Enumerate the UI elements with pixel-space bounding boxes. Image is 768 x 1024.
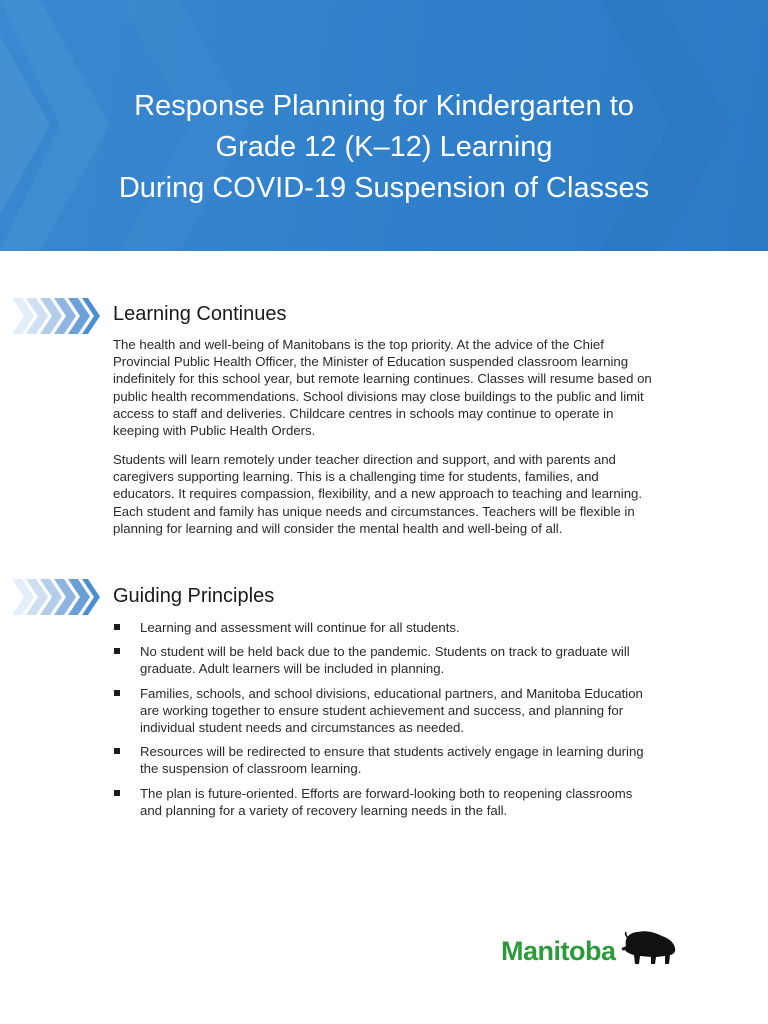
page-title-line-1: Response Planning for Kindergarten to bbox=[134, 90, 634, 122]
manitoba-logo-text: Manitoba bbox=[501, 936, 616, 966]
list-item bbox=[113, 685, 653, 737]
list-item-text: The plan is future-oriented. Efforts are forward-looking both to reopening classrooms and planning for a variety of recovery learning needs in the fall. bbox=[140, 785, 633, 818]
chevron-arrows-icon bbox=[12, 579, 102, 615]
list-item bbox=[113, 643, 653, 677]
bullet-square-icon bbox=[114, 748, 120, 754]
title-banner bbox=[0, 0, 768, 251]
bullet-square-icon bbox=[114, 648, 120, 654]
page-title-line-3: During COVID-19 Suspension of Classes bbox=[118, 172, 650, 204]
guiding-principles-list bbox=[113, 619, 653, 826]
bullet-square-icon bbox=[114, 690, 120, 696]
list-item bbox=[113, 785, 653, 819]
list-item-text: Families, schools, and school divisions, educational partners, and Manitoba Education are working together to ensure student achievement and success, and planning for individual student needs and circumstances as needed. bbox=[140, 685, 643, 736]
chevron-arrows-icon bbox=[12, 298, 102, 334]
paragraph: The health and well-being of Manitobans is the top priority. At the advice of the Chief Provincial Public Health Officer, the Minister of Education suspended classroom learning indefinitely for this school year, but remote learning continues. Classes will resume based on public health recommendations. School divisions may close buildings to the public and limit access to staff and deliveries. Childcare centres in schools may continue to operate in keeping with Public Health Orders. bbox=[113, 337, 652, 439]
section-heading-guiding-principles: Guiding Principles bbox=[113, 585, 275, 607]
paragraph: Students will learn remotely under teacher direction and support, and with parents and caregivers supporting learning. This is a challenging time for students, families, and educators. It requires compassion, flexibility, and a new approach to teaching and learning. Each student and family has unique needs and circumstances. Teachers will be flexible in planning for learning and will consider the mental health and well-being of all. bbox=[113, 452, 643, 536]
page-title bbox=[0, 86, 768, 209]
list-item-text: Resources will be redirected to ensure that students actively engage in learning during the suspension of classroom learning. bbox=[140, 744, 644, 777]
list-item bbox=[113, 743, 653, 777]
bullet-square-icon bbox=[114, 790, 120, 796]
section-heading-learning-continues: Learning Continues bbox=[113, 303, 287, 325]
page-title-line-2: Grade 12 (K–12) Learning bbox=[215, 131, 553, 163]
list-item-text: No student will be held back due to the pandemic. Students on track to graduate will graduate. Adult learners will be included in planning. bbox=[140, 644, 630, 677]
list-item bbox=[113, 619, 653, 636]
bullet-square-icon bbox=[114, 624, 120, 630]
list-item-text: Learning and assessment will continue for all students. bbox=[140, 620, 460, 635]
bison-icon bbox=[620, 928, 678, 968]
